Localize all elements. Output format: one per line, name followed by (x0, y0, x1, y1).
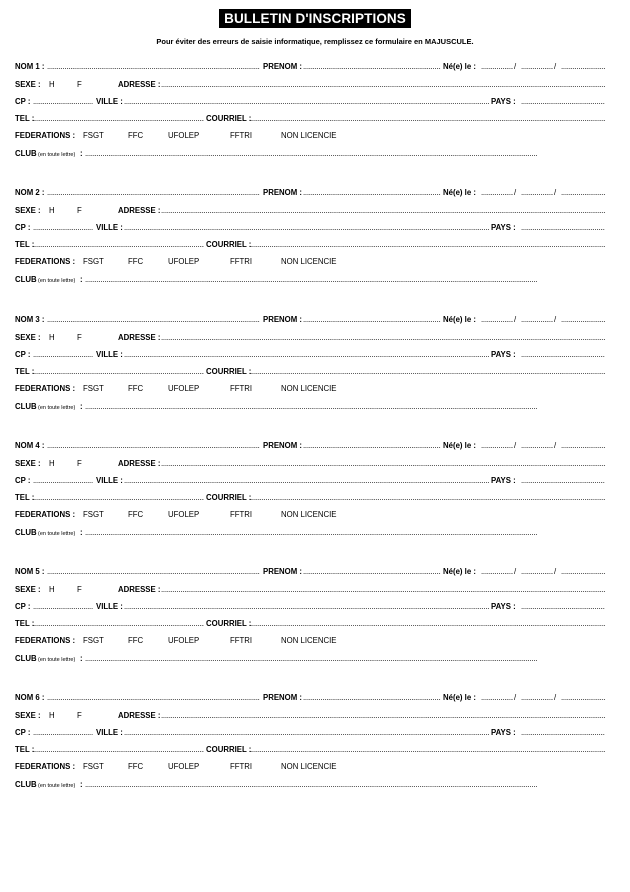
sexe-option-h[interactable]: H (49, 585, 55, 594)
sexe-row (15, 710, 605, 722)
birth-year-field[interactable] (561, 61, 605, 73)
nom-row (15, 187, 605, 199)
prenom-label: PRENOM : (263, 441, 302, 450)
birthdate-label: Né(e) le : (443, 188, 476, 197)
sexe-row (15, 79, 605, 91)
birth-month-field[interactable] (521, 692, 553, 704)
tel-row (15, 239, 605, 251)
tel-field[interactable] (33, 239, 204, 251)
pays-field[interactable] (521, 475, 605, 487)
ville-field[interactable] (124, 475, 489, 487)
club-field[interactable] (85, 527, 605, 539)
courriel-field[interactable] (250, 366, 605, 378)
sexe-label: SEXE : (15, 585, 41, 594)
adresse-label: ADRESSE : (118, 333, 161, 342)
tel-field[interactable] (33, 492, 204, 504)
ville-label: VILLE : (96, 728, 123, 737)
federation-option[interactable]: FFC (128, 636, 144, 645)
pays-label: PAYS : (491, 350, 516, 359)
cp-label: CP : (15, 223, 31, 232)
birth-day-field[interactable] (481, 692, 513, 704)
sexe-option-h[interactable]: H (49, 711, 55, 720)
sexe-label: SEXE : (15, 206, 41, 215)
club-label: CLUB (15, 149, 37, 158)
prenom-field[interactable] (303, 566, 441, 578)
sexe-option-h[interactable]: H (49, 333, 55, 342)
sexe-option-h[interactable]: H (49, 80, 55, 89)
club-label: CLUB (15, 654, 37, 663)
birth-year-field[interactable] (561, 692, 605, 704)
pays-field[interactable] (521, 96, 605, 108)
federation-option[interactable]: FFTRI (230, 131, 253, 140)
ville-field[interactable] (124, 601, 489, 613)
birth-year-field[interactable] (561, 440, 605, 452)
club-field[interactable] (85, 401, 605, 413)
sexe-option-h[interactable]: H (49, 459, 55, 468)
federations-label: FEDERATIONS : (15, 131, 76, 140)
courriel-label: COURRIEL : (206, 745, 252, 754)
federation-option[interactable]: FFC (128, 384, 144, 393)
ville-label: VILLE : (96, 350, 123, 359)
nom-label: NOM 2 : (15, 188, 45, 197)
pays-label: PAYS : (491, 97, 516, 106)
birth-month-field[interactable] (521, 314, 553, 326)
cp-row (15, 222, 605, 234)
prenom-field[interactable] (303, 187, 441, 199)
date-separator: / (514, 62, 517, 71)
adresse-label: ADRESSE : (118, 206, 161, 215)
date-separator: / (514, 693, 517, 702)
cp-field[interactable] (33, 222, 93, 234)
birth-year-field[interactable] (561, 566, 605, 578)
cp-row (15, 475, 605, 487)
birthdate-label: Né(e) le : (443, 62, 476, 71)
nom-label: NOM 6 : (15, 693, 45, 702)
club-row (15, 148, 605, 160)
date-separator: / (554, 567, 557, 576)
adresse-field[interactable] (161, 710, 605, 722)
date-separator: / (554, 62, 557, 71)
club-note: (en toute lettre) (38, 783, 76, 789)
nom-row (15, 692, 605, 704)
tel-label: TEL : (15, 619, 35, 628)
federations-row (15, 130, 605, 142)
prenom-label: PRENOM : (263, 188, 302, 197)
club-label: CLUB (15, 402, 37, 411)
cp-row (15, 727, 605, 739)
sexe-label: SEXE : (15, 80, 41, 89)
sexe-row (15, 458, 605, 470)
birthdate-label: Né(e) le : (443, 441, 476, 450)
form-subtitle: Pour éviter des erreurs de saisie informatique, remplissez ce formulaire en MAJUSCULE. (156, 37, 474, 46)
nom-field[interactable] (47, 566, 260, 578)
tel-field[interactable] (33, 366, 204, 378)
adresse-field[interactable] (161, 458, 605, 470)
pays-field[interactable] (521, 601, 605, 613)
club-row (15, 274, 605, 286)
federation-option[interactable]: FFC (128, 510, 144, 519)
federations-row (15, 256, 605, 268)
cp-field[interactable] (33, 96, 93, 108)
club-note: (en toute lettre) (38, 405, 76, 411)
ville-field[interactable] (124, 222, 489, 234)
club-field[interactable] (85, 779, 605, 791)
cp-label: CP : (15, 602, 31, 611)
tel-row (15, 113, 605, 125)
federation-option[interactable]: NON LICENCIE (281, 762, 337, 771)
nom-field[interactable] (47, 440, 260, 452)
sexe-option-f[interactable]: F (77, 585, 82, 594)
ville-field[interactable] (124, 727, 489, 739)
date-separator: / (554, 693, 557, 702)
tel-label: TEL : (15, 240, 35, 249)
birth-day-field[interactable] (481, 566, 513, 578)
birth-month-field[interactable] (521, 440, 553, 452)
club-field[interactable] (85, 274, 605, 286)
federation-option[interactable]: FSGT (83, 762, 104, 771)
federation-option[interactable]: FFTRI (230, 762, 253, 771)
courriel-label: COURRIEL : (206, 619, 252, 628)
federation-option[interactable]: UFOLEP (168, 636, 200, 645)
pays-label: PAYS : (491, 602, 516, 611)
cp-label: CP : (15, 97, 31, 106)
sexe-option-h[interactable]: H (49, 206, 55, 215)
birthdate-label: Né(e) le : (443, 567, 476, 576)
date-separator: / (554, 441, 557, 450)
tel-row (15, 492, 605, 504)
club-note: (en toute lettre) (38, 278, 76, 284)
adresse-field[interactable] (161, 79, 605, 91)
club-row (15, 653, 605, 665)
club-colon: : (80, 780, 83, 789)
ville-label: VILLE : (96, 476, 123, 485)
club-colon: : (80, 402, 83, 411)
adresse-field[interactable] (161, 205, 605, 217)
nom-row (15, 61, 605, 73)
pays-label: PAYS : (491, 728, 516, 737)
ville-label: VILLE : (96, 223, 123, 232)
pays-label: PAYS : (491, 476, 516, 485)
birth-day-field[interactable] (481, 314, 513, 326)
birthdate-label: Né(e) le : (443, 693, 476, 702)
federation-option[interactable]: FFTRI (230, 257, 253, 266)
adresse-field[interactable] (161, 332, 605, 344)
prenom-field[interactable] (303, 440, 441, 452)
federation-option[interactable]: UFOLEP (168, 384, 200, 393)
club-field[interactable] (85, 148, 605, 160)
cp-row (15, 601, 605, 613)
nom-field[interactable] (47, 314, 260, 326)
ville-label: VILLE : (96, 602, 123, 611)
courriel-label: COURRIEL : (206, 493, 252, 502)
birth-day-field[interactable] (481, 61, 513, 73)
federation-option[interactable]: UFOLEP (168, 510, 200, 519)
club-colon: : (80, 528, 83, 537)
federation-option[interactable]: UFOLEP (168, 131, 200, 140)
title-wrapper (0, 9, 630, 28)
federations-label: FEDERATIONS : (15, 762, 76, 771)
courriel-field[interactable] (250, 113, 605, 125)
federation-option[interactable]: UFOLEP (168, 257, 200, 266)
tel-label: TEL : (15, 493, 35, 502)
federation-option[interactable]: FFTRI (230, 636, 253, 645)
tel-row (15, 744, 605, 756)
adresse-label: ADRESSE : (118, 711, 161, 720)
prenom-label: PRENOM : (263, 62, 302, 71)
cp-label: CP : (15, 728, 31, 737)
pays-label: PAYS : (491, 223, 516, 232)
federation-option[interactable]: NON LICENCIE (281, 510, 337, 519)
federations-row (15, 761, 605, 773)
birth-month-field[interactable] (521, 187, 553, 199)
nom-label: NOM 4 : (15, 441, 45, 450)
tel-label: TEL : (15, 114, 35, 123)
federations-label: FEDERATIONS : (15, 510, 76, 519)
cp-field[interactable] (33, 601, 93, 613)
date-separator: / (514, 567, 517, 576)
birth-day-field[interactable] (481, 440, 513, 452)
birth-year-field[interactable] (561, 314, 605, 326)
nom-label: NOM 5 : (15, 567, 45, 576)
prenom-field[interactable] (303, 61, 441, 73)
prenom-label: PRENOM : (263, 693, 302, 702)
date-separator: / (554, 315, 557, 324)
birth-month-field[interactable] (521, 566, 553, 578)
date-separator: / (554, 188, 557, 197)
nom-field[interactable] (47, 692, 260, 704)
club-field[interactable] (85, 653, 605, 665)
club-row (15, 779, 605, 791)
form-title: BULLETIN D'INSCRIPTIONS (219, 9, 411, 28)
sexe-option-f[interactable]: F (77, 459, 82, 468)
tel-label: TEL : (15, 745, 35, 754)
cp-field[interactable] (33, 475, 93, 487)
club-colon: : (80, 149, 83, 158)
sexe-option-f[interactable]: F (77, 711, 82, 720)
courriel-field[interactable] (250, 744, 605, 756)
tel-row (15, 618, 605, 630)
federation-option[interactable]: FFTRI (230, 510, 253, 519)
adresse-label: ADRESSE : (118, 585, 161, 594)
courriel-field[interactable] (250, 492, 605, 504)
nom-row (15, 314, 605, 326)
sexe-row (15, 584, 605, 596)
cp-label: CP : (15, 476, 31, 485)
prenom-field[interactable] (303, 314, 441, 326)
adresse-label: ADRESSE : (118, 80, 161, 89)
courriel-label: COURRIEL : (206, 367, 252, 376)
birth-day-field[interactable] (481, 187, 513, 199)
birth-month-field[interactable] (521, 61, 553, 73)
federations-row (15, 635, 605, 647)
tel-row (15, 366, 605, 378)
date-separator: / (514, 188, 517, 197)
club-note: (en toute lettre) (38, 657, 76, 663)
club-row (15, 401, 605, 413)
federation-option[interactable]: FSGT (83, 131, 104, 140)
club-label: CLUB (15, 275, 37, 284)
federation-option[interactable]: FSGT (83, 510, 104, 519)
club-colon: : (80, 275, 83, 284)
prenom-label: PRENOM : (263, 567, 302, 576)
club-label: CLUB (15, 780, 37, 789)
cp-label: CP : (15, 350, 31, 359)
federation-option[interactable]: NON LICENCIE (281, 257, 337, 266)
club-row (15, 527, 605, 539)
federations-label: FEDERATIONS : (15, 257, 76, 266)
federation-option[interactable]: NON LICENCIE (281, 636, 337, 645)
tel-label: TEL : (15, 367, 35, 376)
federation-option[interactable]: FFC (128, 762, 144, 771)
ville-field[interactable] (124, 96, 489, 108)
federation-option[interactable]: NON LICENCIE (281, 131, 337, 140)
sexe-label: SEXE : (15, 333, 41, 342)
pays-field[interactable] (521, 222, 605, 234)
federations-label: FEDERATIONS : (15, 384, 76, 393)
nom-field[interactable] (47, 187, 260, 199)
courriel-field[interactable] (250, 239, 605, 251)
cp-field[interactable] (33, 349, 93, 361)
federation-option[interactable]: NON LICENCIE (281, 384, 337, 393)
ville-field[interactable] (124, 349, 489, 361)
club-note: (en toute lettre) (38, 531, 76, 537)
federation-option[interactable]: FFC (128, 257, 144, 266)
prenom-label: PRENOM : (263, 315, 302, 324)
date-separator: / (514, 441, 517, 450)
prenom-field[interactable] (303, 692, 441, 704)
ville-label: VILLE : (96, 97, 123, 106)
courriel-field[interactable] (250, 618, 605, 630)
sexe-row (15, 332, 605, 344)
federation-option[interactable]: FSGT (83, 257, 104, 266)
federation-option[interactable]: FSGT (83, 384, 104, 393)
sexe-label: SEXE : (15, 459, 41, 468)
sexe-option-f[interactable]: F (77, 333, 82, 342)
courriel-label: COURRIEL : (206, 240, 252, 249)
federation-option[interactable]: FFTRI (230, 384, 253, 393)
birthdate-label: Né(e) le : (443, 315, 476, 324)
sexe-option-f[interactable]: F (77, 206, 82, 215)
club-colon: : (80, 654, 83, 663)
cp-row (15, 96, 605, 108)
tel-field[interactable] (33, 618, 204, 630)
federation-option[interactable]: FFC (128, 131, 144, 140)
federations-row (15, 509, 605, 521)
federations-label: FEDERATIONS : (15, 636, 76, 645)
sexe-option-f[interactable]: F (77, 80, 82, 89)
sexe-label: SEXE : (15, 711, 41, 720)
tel-field[interactable] (33, 744, 204, 756)
courriel-label: COURRIEL : (206, 114, 252, 123)
federation-option[interactable]: FSGT (83, 636, 104, 645)
club-note: (en toute lettre) (38, 152, 76, 158)
tel-field[interactable] (33, 113, 204, 125)
nom-row (15, 440, 605, 452)
federations-row (15, 383, 605, 395)
nom-row (15, 566, 605, 578)
pays-field[interactable] (521, 727, 605, 739)
nom-label: NOM 1 : (15, 62, 45, 71)
cp-row (15, 349, 605, 361)
nom-label: NOM 3 : (15, 315, 45, 324)
sexe-row (15, 205, 605, 217)
cp-field[interactable] (33, 727, 93, 739)
pays-field[interactable] (521, 349, 605, 361)
club-label: CLUB (15, 528, 37, 537)
nom-field[interactable] (47, 61, 260, 73)
adresse-field[interactable] (161, 584, 605, 596)
adresse-label: ADRESSE : (118, 459, 161, 468)
date-separator: / (514, 315, 517, 324)
federation-option[interactable]: UFOLEP (168, 762, 200, 771)
birth-year-field[interactable] (561, 187, 605, 199)
